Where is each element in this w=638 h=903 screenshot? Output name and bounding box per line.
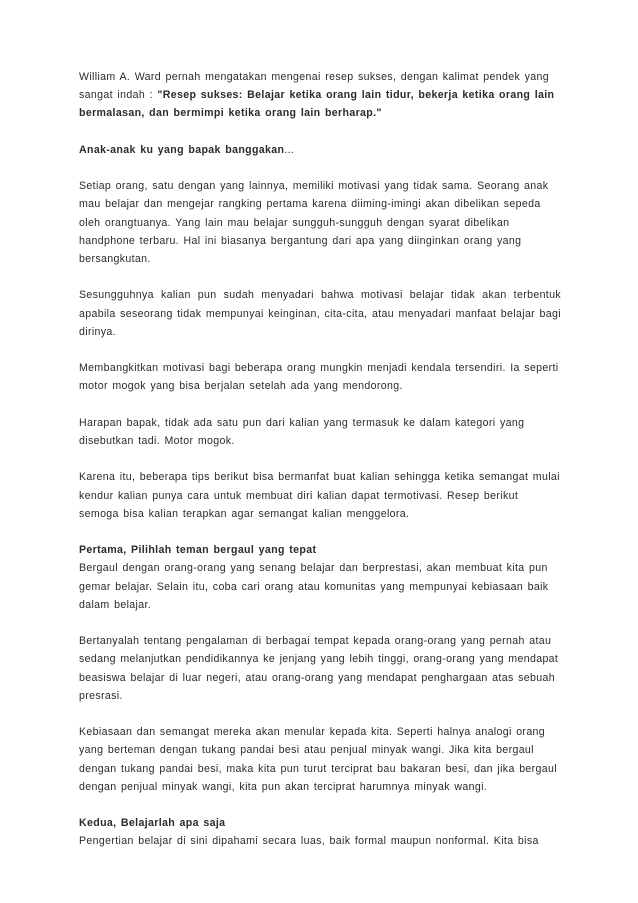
document-body: [79, 68, 561, 851]
section1-heading: Pertama, Pilihlah teman bergaul yang tepat: [79, 544, 317, 557]
greeting-line: [79, 141, 561, 159]
paragraph-motivation: Setiap orang, satu dengan yang lainnya, memiliki motivasi yang tidak sama. Seorang anak mau belajar dan mengejar rangking pertama karena diiming-imingi akan dibelikan sepeda oleh orangtuanya. Yang lain mau belajar sungguh-sungguh dengan syarat dibelikan handphone terbaru. Hal ini biasanya bergantung dari apa yang diinginkan orang yang bersangkutan.: [79, 180, 549, 265]
paragraph-tips: Karena itu, beberapa tips berikut bisa bermanfat buat kalian sehingga ketika semangat mulai kendur kalian punya cara untuk membuat diri kalian dapat termotivasi. Resep berikut semoga bisa kalian terapkan agar semangat kalian menggelora.: [79, 471, 560, 520]
intro-quote: "Resep sukses: Belajar ketika orang lain tidur, bekerja ketika orang lain bermalasan, dan bermimpi ketika orang lain berharap.": [79, 89, 555, 120]
section1-paragraph-3: Kebiasaan dan semangat mereka akan menular kepada kita. Seperti halnya analogi orang yang berteman dengan tukang pandai besi atau penjual minyak wangi. Jika kita bergaul dengan tukang pandai besi, maka kita pun turut terciprat bau bakaran besi, dan jika bergaul dengan penjual minyak wangi, kita pun akan terciprat harumnya minyak wangi.: [79, 726, 557, 793]
paragraph-hope: Harapan bapak, tidak ada satu pun dari kalian yang termasuk ke dalam kategori yang disebutkan tadi. Motor mogok.: [79, 416, 525, 447]
intro-text: William A. Ward pernah mengatakan mengenai resep sukses, dengan kalimat pendek yang sangat indah :: [79, 71, 549, 102]
section1-paragraph-1: Bergaul dengan orang-orang yang senang belajar dan berprestasi, akan membuat kita pun gemar belajar. Selain itu, coba cari orang atau komunitas yang mempunyai kebiasaan baik dalam belajar.: [79, 562, 549, 611]
section1-paragraph-2: Bertanyalah tentang pengalaman di berbagai tempat kepada orang-orang yang pernah atau sedang melanjutkan pendidikannya ke jenjang yang lebih tinggi, orang-orang yang mendapat beasiswa belajar di luar negeri, atau orang-orang yang mendapat penghargaan atas sebuah presrasi.: [79, 635, 559, 702]
paragraph-stalled-motor: Membangkitkan motivasi bagi beberapa orang mungkin menjadi kendala tersendiri. Ia seperti motor mogok yang bisa berjalan setelah ada yang mendorong.: [79, 362, 559, 393]
greeting-ellipsis: ...: [284, 143, 295, 156]
section2-paragraph-1: Pengertian belajar di sini dipahami secara luas, baik formal maupun nonformal. Kita bisa: [79, 835, 539, 848]
intro-paragraph: [79, 68, 561, 123]
paragraph-awareness: Sesungguhnya kalian pun sudah menyadari bahwa motivasi belajar tidak akan terbentuk apabila seseorang tidak mempunyai keinginan, cita-cita, atau menyadari manfaat belajar bagi dirinya.: [79, 289, 561, 338]
greeting-text: Anak-anak ku yang bapak banggakan: [79, 143, 285, 156]
section2-heading: Kedua, Belajarlah apa saja: [79, 817, 226, 830]
